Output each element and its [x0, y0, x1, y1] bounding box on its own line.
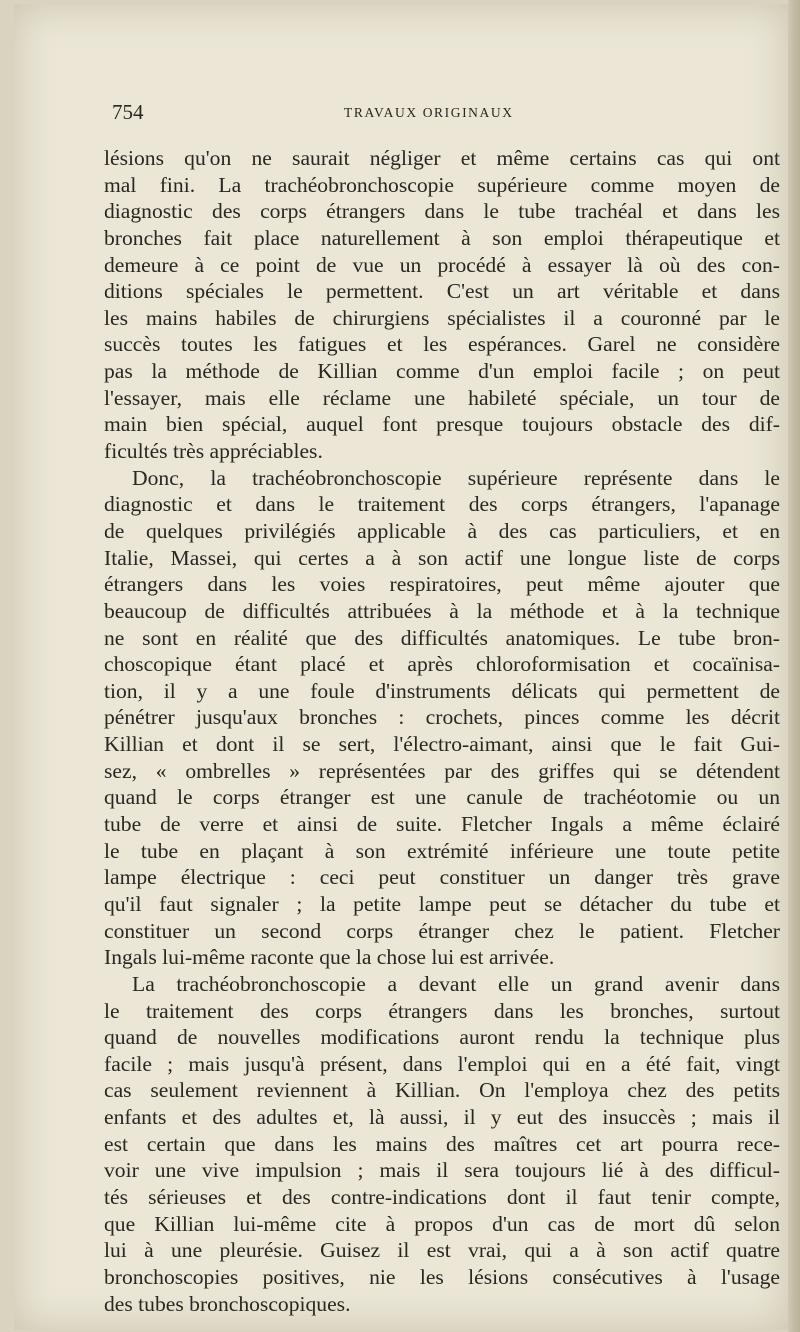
- text-line: sez, « ombrelles » représentées par des griffes qui se détendent: [104, 758, 780, 783]
- text-line: Italie, Massei, qui certes a à son actif une longue liste de corps: [104, 545, 780, 570]
- running-title: TRAVAUX ORIGINAUX: [344, 105, 514, 120]
- text-line: facile ; mais jusqu'à présent, dans l'emploi qui en a été fait, vingt: [104, 1051, 780, 1076]
- text-line: tés sérieuses et des contre-indications dont il faut tenir compte,: [104, 1184, 780, 1209]
- text-line: des tubes bronchoscopiques.: [104, 1291, 351, 1316]
- text-line: ficultés très appréciables.: [104, 439, 323, 464]
- text-line: ditions spéciales le permettent. C'est un art véritable et dans: [104, 279, 780, 304]
- text-line: qu'il faut signaler ; la petite lampe peut se détacher du tube et: [104, 891, 780, 916]
- text-line: est certain que dans les mains des maîtres cet art pourra rece-: [104, 1131, 780, 1156]
- text-line: Killian et dont il se sert, l'électro-aimant, ainsi que le fait Gui-: [104, 732, 780, 757]
- text-line: quand de nouvelles modifications auront rendu la technique plus: [104, 1025, 780, 1050]
- text-line: de quelques privilégiés applicable à des cas particuliers, et en: [104, 518, 780, 543]
- text-line: demeure à ce point de vue un procédé à essayer là où des con-: [104, 252, 780, 277]
- text-line: bronchoscopies positives, nie les lésions consécutives à l'usage: [104, 1264, 780, 1289]
- text-line: cas seulement reviennent à Killian. On l'employa chez des petits: [104, 1078, 780, 1103]
- text-line: pas la méthode de Killian comme d'un emploi facile ; on peut: [104, 359, 780, 384]
- text-line: bronches fait place naturellement à son emploi thérapeutique et: [104, 225, 780, 250]
- running-header: [112, 100, 712, 128]
- text-line: ne sont en réalité que des difficultés anatomiques. Le tube bron-: [104, 625, 780, 650]
- text-line: pénétrer jusqu'aux bronches : crochets, pinces comme les décrit: [104, 705, 780, 730]
- text-line: Donc, la trachéobronchoscopie supérieure représente dans le: [132, 465, 780, 490]
- text-line: lampe électrique : ceci peut constituer un danger très grave: [104, 865, 780, 890]
- text-line: beaucoup de difficultés attribuées à la méthode et à la technique: [104, 598, 780, 623]
- page-edge: [788, 0, 800, 1332]
- text-line: Ingals lui-même raconte que la chose lui est arrivée.: [104, 945, 555, 970]
- text-line: quand le corps étranger est une canule de trachéotomie ou un: [104, 785, 780, 810]
- page-number: 754: [112, 100, 144, 124]
- text-line: diagnostic et dans le traitement des corps étrangers, l'apanage: [104, 492, 780, 517]
- text-line: voir une vive impulsion ; mais il sera toujours lié à des difficul-: [104, 1158, 780, 1183]
- text-line: succès toutes les fatigues et les espérances. Garel ne considère: [104, 332, 780, 357]
- text-line: constituer un second corps étranger chez le patient. Fletcher: [104, 918, 780, 943]
- text-line: lésions qu'on ne saurait négliger et même certains cas qui ont: [104, 146, 780, 170]
- text-line: mal fini. La trachéobronchoscopie supérieure comme moyen de: [104, 172, 780, 197]
- text-line: que Killian lui-même cite à propos d'un cas de mort dû selon: [104, 1211, 780, 1236]
- text-line: tube de verre et ainsi de suite. Fletcher Ingals a même éclairé: [104, 812, 780, 837]
- text-line: lui à une pleurésie. Guisez il est vrai, qui a à son actif quatre: [104, 1238, 780, 1263]
- text-line: diagnostic des corps étrangers dans le tube trachéal et dans les: [104, 199, 780, 224]
- text-line: le tube en plaçant à son extrémité inférieure une toute petite: [104, 838, 780, 863]
- text-line: tion, il y a une foule d'instruments délicats qui permettent de: [104, 678, 780, 703]
- text-line: étrangers dans les voies respiratoires, peut même ajouter que: [104, 572, 780, 597]
- text-line: les mains habiles de chirurgiens spécialistes il a couronné par le: [104, 305, 780, 330]
- text-line: l'essayer, mais elle réclame une habileté spéciale, un tour de: [104, 385, 780, 410]
- text-line: choscopique étant placé et après chloroformisation et cocaïnisa-: [104, 652, 780, 677]
- text-line: La trachéobronchoscopie a devant elle un grand avenir dans: [132, 971, 780, 996]
- text-line: le traitement des corps étrangers dans les bronches, surtout: [104, 998, 780, 1023]
- text-line: main bien spécial, auquel font presque toujours obstacle des dif-: [104, 412, 780, 437]
- text-line: enfants et des adultes et, là aussi, il y eut des insuccès ; mais il: [104, 1105, 780, 1130]
- body-text: [104, 145, 780, 1317]
